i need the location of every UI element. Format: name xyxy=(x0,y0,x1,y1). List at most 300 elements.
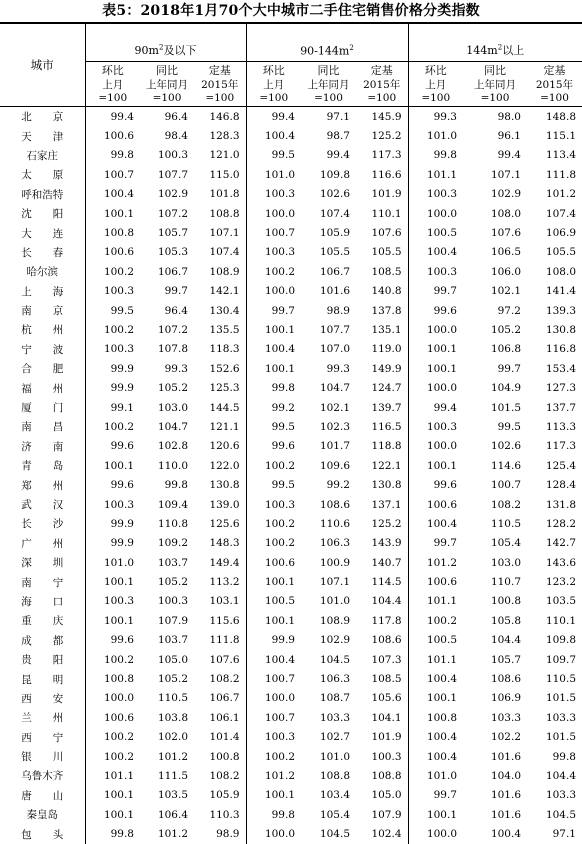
index-value: 142.1 xyxy=(209,285,240,298)
index-value: 107.7 xyxy=(157,168,188,181)
index-value: 124.7 xyxy=(371,382,402,395)
index-value: 107.8 xyxy=(157,343,188,356)
index-value: 103.5 xyxy=(157,789,188,802)
index-value: 107.6 xyxy=(371,227,402,240)
index-value: 104.7 xyxy=(157,420,188,433)
index-value: 115.1 xyxy=(545,130,576,143)
city-name: 南 宁 xyxy=(21,576,64,589)
subcol-header: 定基 xyxy=(356,62,408,79)
subcol-header: 定基 xyxy=(527,62,582,79)
index-value: 100.3 xyxy=(371,750,402,763)
index-value: 100.8 xyxy=(408,708,463,727)
index-value: 100.3 xyxy=(408,417,463,436)
index-value: 101.4 xyxy=(209,731,240,744)
subcol-header: 环比 xyxy=(85,62,140,79)
index-value: 102.7 xyxy=(319,731,350,744)
city-name: 昆 明 xyxy=(21,673,64,686)
index-value: 98.0 xyxy=(497,110,521,123)
index-value: 139.0 xyxy=(209,498,240,511)
table-row xyxy=(0,747,582,766)
index-value: 100.6 xyxy=(246,553,301,572)
index-value: 100.2 xyxy=(85,320,140,339)
index-value: 100.4 xyxy=(246,340,301,359)
index-value: 99.6 xyxy=(246,437,301,456)
index-value: 101.5 xyxy=(490,401,521,414)
index-value: 127.3 xyxy=(545,382,576,395)
index-value: 106.5 xyxy=(490,246,521,259)
table-row xyxy=(0,262,582,281)
index-value: 109.7 xyxy=(545,653,576,666)
table-row xyxy=(0,223,582,242)
index-value: 102.9 xyxy=(490,188,521,201)
table-row xyxy=(0,282,582,301)
base-period-header: 上年同月 =100 xyxy=(140,78,194,107)
index-value: 101.9 xyxy=(371,188,402,201)
index-value: 102.4 xyxy=(371,828,402,841)
index-value: 103.7 xyxy=(157,556,188,569)
index-value: 99.5 xyxy=(85,301,140,320)
city-name: 唐 山 xyxy=(21,789,64,802)
table-row xyxy=(0,475,582,494)
city-name: 大 连 xyxy=(21,227,64,240)
index-value: 110.1 xyxy=(371,207,402,220)
index-value: 108.6 xyxy=(319,498,350,511)
index-value: 131.8 xyxy=(545,498,576,511)
index-value: 107.9 xyxy=(371,808,402,821)
index-value: 105.8 xyxy=(490,614,521,627)
subcol-header: 环比 xyxy=(246,62,301,79)
city-name: 济 南 xyxy=(21,440,64,453)
index-value: 146.8 xyxy=(209,110,240,123)
index-value: 102.3 xyxy=(319,420,350,433)
index-value: 117.3 xyxy=(371,149,402,162)
index-value: 117.8 xyxy=(371,614,402,627)
index-value: 106.3 xyxy=(319,537,350,550)
index-value: 103.5 xyxy=(545,595,576,608)
base-period-header: 2015年 =100 xyxy=(527,78,582,107)
index-value: 115.0 xyxy=(209,168,240,181)
index-value: 99.8 xyxy=(246,378,301,397)
index-value: 101.6 xyxy=(490,750,521,763)
index-value: 99.5 xyxy=(246,146,301,165)
table-row xyxy=(0,592,582,611)
index-value: 103.0 xyxy=(157,401,188,414)
index-value: 99.9 xyxy=(85,378,140,397)
index-value: 100.1 xyxy=(246,786,301,805)
index-value: 107.4 xyxy=(209,246,240,259)
table-row xyxy=(0,165,582,184)
index-value: 98.7 xyxy=(326,130,350,143)
index-value: 108.0 xyxy=(490,207,521,220)
index-value: 99.9 xyxy=(85,359,140,378)
index-value: 106.4 xyxy=(157,808,188,821)
index-value: 100.6 xyxy=(408,495,463,514)
city-name: 重 庆 xyxy=(21,615,64,628)
index-value: 100.1 xyxy=(408,340,463,359)
index-value: 119.0 xyxy=(371,343,402,356)
index-value: 121.0 xyxy=(209,149,240,162)
index-value: 104.5 xyxy=(319,828,350,841)
table-row xyxy=(0,243,582,262)
index-value: 102.1 xyxy=(319,401,350,414)
index-value: 105.5 xyxy=(371,246,402,259)
index-value: 105.2 xyxy=(157,673,188,686)
index-value: 111.8 xyxy=(545,168,576,181)
index-value: 100.2 xyxy=(408,611,463,630)
index-value: 101.1 xyxy=(408,165,463,184)
index-value: 128.2 xyxy=(545,517,576,530)
index-value: 101.8 xyxy=(209,188,240,201)
index-value: 109.4 xyxy=(157,498,188,511)
index-value: 100.2 xyxy=(85,747,140,766)
index-value: 100.7 xyxy=(246,223,301,242)
table-row xyxy=(0,534,582,553)
index-value: 99.6 xyxy=(85,437,140,456)
index-value: 108.8 xyxy=(371,769,402,782)
index-value: 100.0 xyxy=(408,437,463,456)
index-value: 111.5 xyxy=(157,769,188,782)
index-value: 108.2 xyxy=(209,673,240,686)
base-period-header: 上年同月 =100 xyxy=(301,78,356,107)
index-value: 100.2 xyxy=(85,262,140,281)
index-value: 100.7 xyxy=(490,479,521,492)
index-value: 107.2 xyxy=(157,323,188,336)
table-row xyxy=(0,456,582,475)
index-value: 99.4 xyxy=(408,398,463,417)
city-name: 秦皇岛 xyxy=(26,809,58,822)
city-name: 宁 波 xyxy=(21,343,64,356)
index-value: 114.5 xyxy=(371,576,402,589)
index-value: 104.5 xyxy=(545,808,576,821)
index-value: 113.3 xyxy=(545,420,576,433)
table-row xyxy=(0,766,582,785)
index-value: 100.4 xyxy=(408,728,463,747)
index-value: 110.1 xyxy=(545,614,576,627)
index-value: 103.3 xyxy=(490,711,521,724)
index-value: 100.7 xyxy=(246,708,301,727)
table-row xyxy=(0,631,582,650)
index-value: 101.6 xyxy=(319,285,350,298)
index-value: 108.9 xyxy=(209,265,240,278)
index-value: 100.1 xyxy=(85,805,140,824)
index-value: 100.0 xyxy=(408,204,463,223)
index-value: 104.1 xyxy=(371,711,402,724)
table-row xyxy=(0,340,582,359)
index-value: 102.6 xyxy=(490,440,521,453)
index-value: 96.4 xyxy=(164,304,188,317)
index-value: 106.9 xyxy=(545,227,576,240)
city-name: 成 都 xyxy=(21,634,64,647)
index-value: 100.0 xyxy=(408,824,463,843)
city-name: 呼和浩特 xyxy=(21,188,64,201)
index-value: 140.7 xyxy=(371,556,402,569)
header-row-subcols xyxy=(0,62,582,79)
table-row xyxy=(0,611,582,630)
index-value: 106.7 xyxy=(209,692,240,705)
index-value: 153.4 xyxy=(545,362,576,375)
index-value: 110.3 xyxy=(209,808,240,821)
city-name: 银 川 xyxy=(21,751,64,764)
index-value: 100.4 xyxy=(408,514,463,533)
index-value: 105.5 xyxy=(319,246,350,259)
index-value: 101.1 xyxy=(408,650,463,669)
index-value: 105.4 xyxy=(319,808,350,821)
index-value: 100.2 xyxy=(246,534,301,553)
index-value: 101.0 xyxy=(85,553,140,572)
index-value: 100.1 xyxy=(85,572,140,591)
index-value: 99.7 xyxy=(497,362,521,375)
index-value: 102.9 xyxy=(319,634,350,647)
index-value: 120.6 xyxy=(209,440,240,453)
base-period-header: 2015年 =100 xyxy=(194,78,246,107)
index-value: 99.7 xyxy=(164,285,188,298)
index-value: 96.1 xyxy=(497,130,521,143)
index-value: 99.7 xyxy=(246,301,301,320)
index-value: 101.0 xyxy=(408,126,463,145)
index-value: 101.5 xyxy=(545,731,576,744)
index-value: 101.2 xyxy=(246,766,301,785)
index-value: 97.1 xyxy=(552,828,576,841)
city-name: 太 原 xyxy=(21,169,64,182)
base-period-header: 2015年 =100 xyxy=(356,78,408,107)
index-value: 125.3 xyxy=(209,382,240,395)
index-value: 106.3 xyxy=(319,673,350,686)
index-value: 96.4 xyxy=(164,110,188,123)
city-name: 长 春 xyxy=(21,246,64,259)
city-name: 南 京 xyxy=(21,305,64,318)
index-value: 100.2 xyxy=(246,514,301,533)
index-value: 106.0 xyxy=(490,265,521,278)
index-value: 100.4 xyxy=(85,185,140,204)
index-value: 122.1 xyxy=(371,459,402,472)
table-row xyxy=(0,301,582,320)
index-value: 100.1 xyxy=(85,786,140,805)
table-row xyxy=(0,126,582,145)
index-value: 102.6 xyxy=(319,188,350,201)
index-value: 130.8 xyxy=(371,479,402,492)
table-row xyxy=(0,185,582,204)
index-value: 100.5 xyxy=(408,631,463,650)
header-row-groups xyxy=(0,23,582,62)
index-value: 100.1 xyxy=(408,689,463,708)
header-row-bases xyxy=(0,78,582,107)
index-value: 99.7 xyxy=(408,282,463,301)
index-value: 106.8 xyxy=(490,343,521,356)
index-value: 148.8 xyxy=(545,110,576,123)
index-value: 128.3 xyxy=(209,130,240,143)
index-value: 107.9 xyxy=(157,614,188,627)
index-value: 145.9 xyxy=(371,110,402,123)
index-value: 104.4 xyxy=(490,634,521,647)
table-row xyxy=(0,378,582,397)
index-value: 98.9 xyxy=(216,828,240,841)
index-value: 101.7 xyxy=(319,440,350,453)
base-period-header: 上年同月 =100 xyxy=(463,78,527,107)
city-name: 杭 州 xyxy=(21,324,64,337)
index-value: 116.8 xyxy=(545,343,576,356)
base-period-header: 上月 =100 xyxy=(85,78,140,107)
index-value: 130.8 xyxy=(209,479,240,492)
index-value: 135.1 xyxy=(371,323,402,336)
index-value: 105.0 xyxy=(157,653,188,666)
index-value: 101.2 xyxy=(157,750,188,763)
index-value: 139.3 xyxy=(545,304,576,317)
index-value: 101.0 xyxy=(319,595,350,608)
index-value: 116.6 xyxy=(371,168,402,181)
table-row xyxy=(0,495,582,514)
index-value: 106.1 xyxy=(209,711,240,724)
index-value: 99.6 xyxy=(408,301,463,320)
index-value: 100.9 xyxy=(319,556,350,569)
index-value: 100.0 xyxy=(408,378,463,397)
index-value: 118.8 xyxy=(371,440,402,453)
index-value: 137.8 xyxy=(371,304,402,317)
index-value: 99.4 xyxy=(326,149,350,162)
index-value: 105.7 xyxy=(490,653,521,666)
city-name: 兰 州 xyxy=(21,712,64,725)
index-value: 105.3 xyxy=(157,246,188,259)
index-value: 143.6 xyxy=(545,556,576,569)
index-value: 105.9 xyxy=(209,789,240,802)
index-value: 100.4 xyxy=(246,126,301,145)
index-value: 100.7 xyxy=(246,669,301,688)
city-name: 天 津 xyxy=(21,130,64,143)
index-value: 100.6 xyxy=(85,126,140,145)
group-header-large: $144m^2$以上 xyxy=(408,23,582,62)
index-value: 108.8 xyxy=(209,207,240,220)
index-value: 99.3 xyxy=(408,107,463,127)
index-value: 122.0 xyxy=(209,459,240,472)
index-value: 100.1 xyxy=(408,359,463,378)
city-name: 青 岛 xyxy=(21,460,64,473)
index-value: 102.1 xyxy=(490,285,521,298)
index-value: 100.1 xyxy=(408,805,463,824)
index-value: 100.3 xyxy=(85,340,140,359)
index-value: 100.3 xyxy=(85,592,140,611)
index-value: 102.8 xyxy=(157,440,188,453)
index-value: 100.2 xyxy=(246,262,301,281)
index-value: 99.4 xyxy=(85,107,140,127)
index-value: 105.7 xyxy=(157,227,188,240)
index-value: 100.3 xyxy=(85,495,140,514)
index-value: 103.0 xyxy=(490,556,521,569)
index-value: 100.3 xyxy=(157,149,188,162)
index-value: 108.2 xyxy=(490,498,521,511)
index-value: 100.3 xyxy=(246,728,301,747)
table-row xyxy=(0,824,582,843)
index-value: 107.0 xyxy=(319,343,350,356)
index-value: 100.1 xyxy=(246,320,301,339)
city-name: 沈 阳 xyxy=(21,208,64,221)
index-value: 106.9 xyxy=(490,692,521,705)
index-value: 103.4 xyxy=(319,789,350,802)
index-value: 100.2 xyxy=(85,650,140,669)
index-value: 105.2 xyxy=(157,382,188,395)
index-value: 99.7 xyxy=(408,534,463,553)
index-value: 108.5 xyxy=(371,265,402,278)
index-value: 144.5 xyxy=(209,401,240,414)
index-value: 108.9 xyxy=(319,614,350,627)
index-value: 125.6 xyxy=(209,517,240,530)
index-value: 100.3 xyxy=(246,495,301,514)
index-value: 103.8 xyxy=(157,711,188,724)
index-value: 99.9 xyxy=(85,534,140,553)
index-value: 99.6 xyxy=(408,475,463,494)
index-value: 99.8 xyxy=(85,824,140,843)
index-value: 98.9 xyxy=(326,304,350,317)
table-row xyxy=(0,146,582,165)
index-value: 99.7 xyxy=(408,786,463,805)
index-value: 100.2 xyxy=(85,728,140,747)
city-header: 城市 xyxy=(0,23,85,107)
index-value: 104.4 xyxy=(545,769,576,782)
index-value: 98.4 xyxy=(164,130,188,143)
index-value: 110.5 xyxy=(545,673,576,686)
index-value: 135.5 xyxy=(209,323,240,336)
index-value: 99.9 xyxy=(85,514,140,533)
table-row xyxy=(0,669,582,688)
index-value: 100.2 xyxy=(246,456,301,475)
index-value: 99.2 xyxy=(326,479,350,492)
index-value: 101.6 xyxy=(490,789,521,802)
index-value: 101.0 xyxy=(408,766,463,785)
index-value: 105.4 xyxy=(490,537,521,550)
city-name: 合 肥 xyxy=(21,363,64,376)
index-value: 107.6 xyxy=(209,653,240,666)
table-row xyxy=(0,572,582,591)
index-value: 100.3 xyxy=(157,595,188,608)
index-value: 100.3 xyxy=(408,185,463,204)
table-row xyxy=(0,689,582,708)
index-value: 100.1 xyxy=(85,204,140,223)
index-value: 108.0 xyxy=(545,265,576,278)
index-value: 100.4 xyxy=(490,828,521,841)
index-value: 125.4 xyxy=(545,459,576,472)
index-value: 105.9 xyxy=(319,227,350,240)
index-value: 105.0 xyxy=(371,789,402,802)
index-value: 99.3 xyxy=(326,362,350,375)
table-row xyxy=(0,320,582,339)
index-value: 99.1 xyxy=(85,398,140,417)
index-value: 100.1 xyxy=(85,611,140,630)
subcol-header: 同比 xyxy=(463,62,527,79)
index-value: 100.1 xyxy=(408,456,463,475)
index-value: 107.6 xyxy=(490,227,521,240)
index-value: 99.9 xyxy=(246,631,301,650)
index-value: 107.2 xyxy=(157,207,188,220)
index-value: 101.0 xyxy=(319,750,350,763)
index-value: 142.7 xyxy=(545,537,576,550)
subcol-header: 定基 xyxy=(194,62,246,79)
index-value: 100.6 xyxy=(85,243,140,262)
city-name: 西 安 xyxy=(21,692,64,705)
index-value: 99.8 xyxy=(246,805,301,824)
index-value: 113.4 xyxy=(545,149,576,162)
index-value: 100.8 xyxy=(85,223,140,242)
table-row xyxy=(0,437,582,456)
index-value: 110.0 xyxy=(157,459,188,472)
index-value: 106.7 xyxy=(319,265,350,278)
table-row xyxy=(0,553,582,572)
index-value: 100.8 xyxy=(85,669,140,688)
index-value: 100.3 xyxy=(85,282,140,301)
index-value: 101.1 xyxy=(408,592,463,611)
index-value: 148.3 xyxy=(209,537,240,550)
index-value: 101.1 xyxy=(85,766,140,785)
table-row xyxy=(0,204,582,223)
index-value: 100.0 xyxy=(246,282,301,301)
index-value: 99.6 xyxy=(85,475,140,494)
